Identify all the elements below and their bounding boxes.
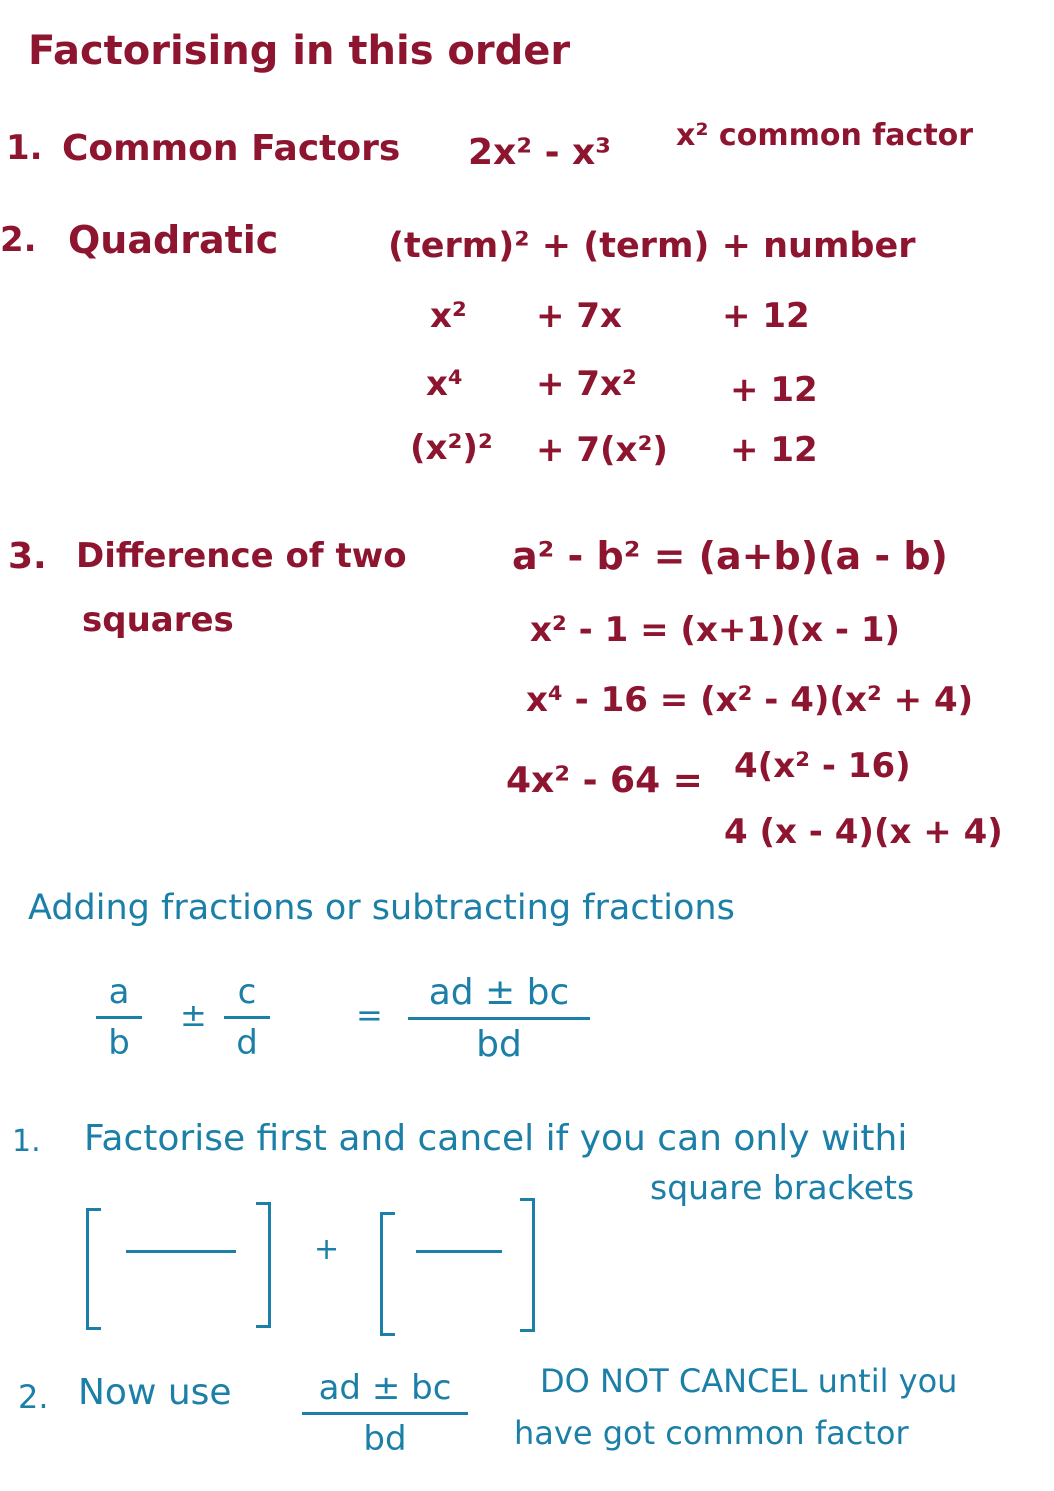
- fraction-bar: [408, 1017, 590, 1020]
- fraction-step1-number: 1.: [12, 1124, 41, 1159]
- left-bracket-open: [86, 1208, 101, 1330]
- dots-equation-4-rhs1: 4(x² - 16): [734, 746, 911, 786]
- fraction-step2-formula: [302, 1368, 468, 1459]
- page-title: Factorising in this order: [28, 28, 571, 74]
- quadratic-row3-b: + 7(x²): [536, 430, 668, 470]
- fraction-result-denominator: bd: [476, 1024, 522, 1065]
- dots-equation-2: x² - 1 = (x+1)(x - 1): [530, 610, 901, 650]
- right-bracket-close: [520, 1198, 535, 1332]
- quadratic-row2-c: + 12: [730, 370, 818, 410]
- fraction-step2-number: 2.: [18, 1378, 49, 1416]
- fraction-c-over-d: [224, 972, 270, 1063]
- dots-equation-3: x⁴ - 16 = (x² - 4)(x² + 4): [526, 680, 974, 720]
- dots-equation-4-rhs2: 4 (x - 4)(x + 4): [724, 812, 1003, 852]
- bracket-plus-sign: +: [314, 1232, 340, 1267]
- step1-number: 1.: [6, 128, 43, 168]
- quadratic-pattern: (term)² + (term) + number: [388, 226, 916, 266]
- fraction-step2-note-line1: DO NOT CANCEL until you: [540, 1362, 958, 1400]
- step3-number: 3.: [8, 536, 47, 577]
- equals-sign: =: [356, 996, 383, 1034]
- fraction-step1-text: Factorise first and cancel if you can only withi: [84, 1118, 908, 1159]
- fraction-a-over-b: [96, 972, 142, 1063]
- bracket-fraction-line: [416, 1250, 502, 1253]
- fraction-step2-denominator: bd: [363, 1419, 407, 1459]
- fraction-bar: [224, 1016, 270, 1019]
- step1-expression: 2x² - x³: [468, 132, 612, 173]
- step1-note: x² common factor: [676, 118, 974, 153]
- step3-label-line2: squares: [82, 600, 234, 640]
- quadratic-row1-b: + 7x: [536, 296, 622, 336]
- fraction-bar: [96, 1016, 142, 1019]
- dots-equation-1: a² - b² = (a+b)(a - b): [512, 534, 948, 578]
- fraction-bar: [302, 1412, 468, 1415]
- quadratic-row2-a: x⁴: [426, 364, 463, 404]
- bracket-fraction-line: [126, 1250, 236, 1253]
- left-bracket-close: [256, 1202, 271, 1328]
- plus-minus-sign: ±: [180, 996, 207, 1034]
- fractions-heading: Adding fractions or subtracting fractions: [28, 888, 735, 928]
- fraction-step2-text: Now use: [78, 1372, 232, 1413]
- quadratic-row3-c: + 12: [730, 430, 818, 470]
- quadratic-row3-a: (x²)²: [410, 428, 493, 468]
- quadratic-row1-a: x²: [430, 296, 467, 336]
- quadratic-row2-b: + 7x²: [536, 364, 637, 404]
- fraction-c: c: [237, 972, 257, 1012]
- fraction-step1-text-line2: square brackets: [650, 1168, 915, 1207]
- step2-label: Quadratic: [68, 218, 279, 262]
- step1-label: Common Factors: [62, 128, 401, 169]
- fraction-step2-numerator: ad ± bc: [318, 1368, 452, 1408]
- fraction-d: d: [236, 1023, 258, 1063]
- fraction-step2-note-line2: have got common factor: [514, 1414, 909, 1452]
- dots-equation-4-lhs: 4x² - 64 =: [506, 760, 703, 801]
- fraction-result-numerator: ad ± bc: [428, 972, 570, 1013]
- step3-label-line1: Difference of two: [76, 536, 407, 576]
- quadratic-row1-c: + 12: [722, 296, 810, 336]
- fraction-a: a: [108, 972, 130, 1012]
- step2-number: 2.: [0, 220, 37, 260]
- fraction-b: b: [108, 1023, 130, 1063]
- right-bracket-open: [380, 1212, 395, 1336]
- fraction-result: [408, 972, 590, 1065]
